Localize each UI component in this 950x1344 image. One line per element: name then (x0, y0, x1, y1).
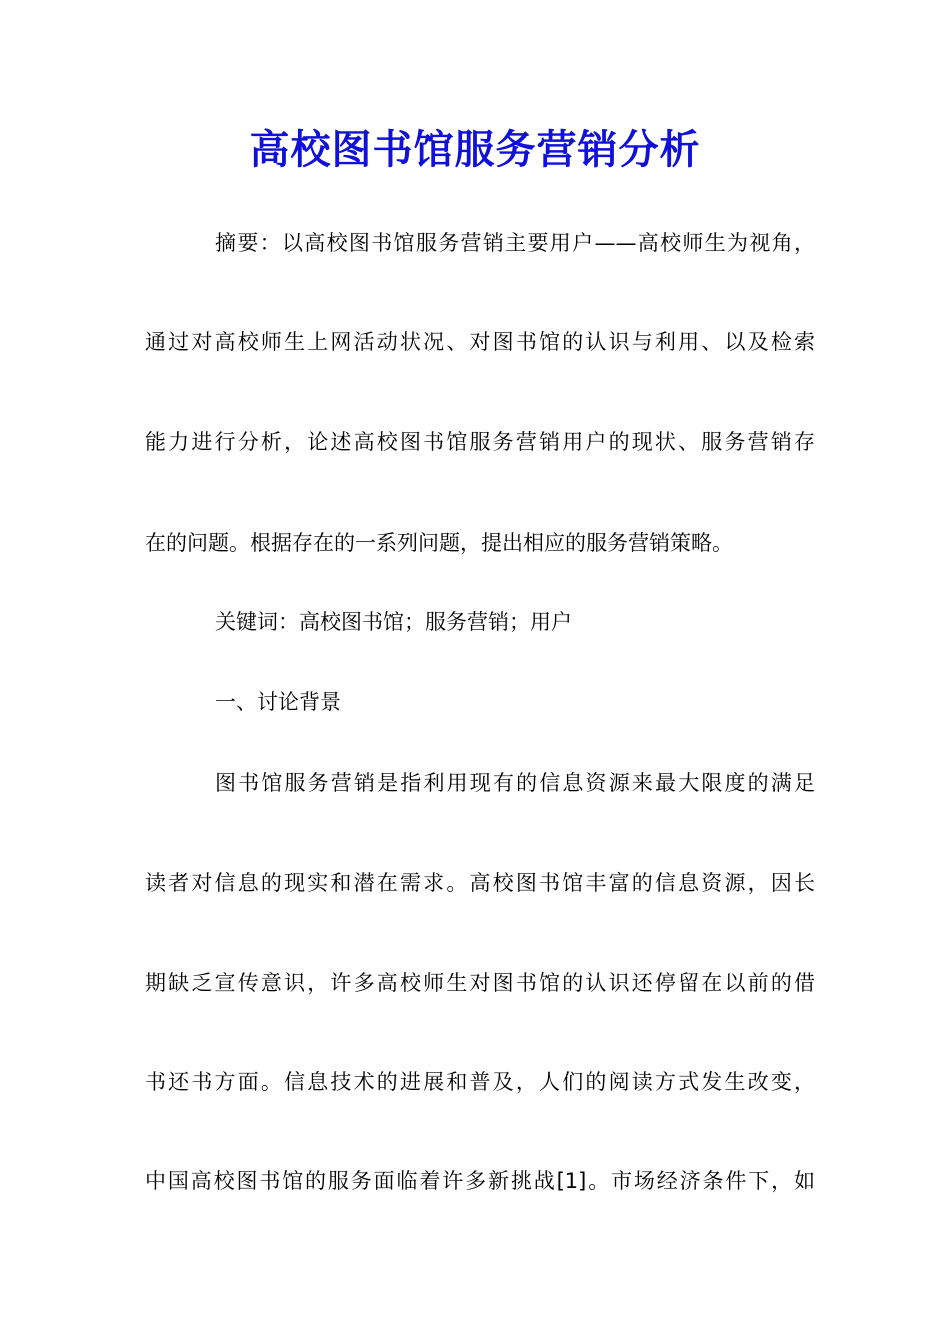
abstract-line-1: 摘要：以高校图书馆服务营销主要用户——高校师生为视角， (215, 231, 815, 255)
abstract-line-2: 通过对高校师生上网活动状况、对图书馆的认识与利用、以及检索 (145, 330, 815, 354)
body-line-5: 中国高校图书馆的服务面临着许多新挑战[1]。市场经济条件下，如 (145, 1169, 815, 1193)
body-line-2: 读者对信息的现实和潜在需求。高校图书馆丰富的信息资源，因长 (145, 871, 815, 895)
section-heading: 一、讨论背景 (215, 690, 341, 714)
body-line-3: 期缺乏宣传意识，许多高校师生对图书馆的认识还停留在以前的借 (145, 971, 815, 995)
document-title: 高校图书馆服务营销分析 (249, 126, 701, 173)
body-line-4: 书还书方面。信息技术的进展和普及，人们的阅读方式发生改变， (145, 1070, 815, 1094)
body-line-1: 图书馆服务营销是指利用现有的信息资源来最大限度的满足 (215, 771, 815, 795)
abstract-line-4: 在的问题。根据存在的一系列问题，提出相应的服务营销策略。 (145, 531, 733, 555)
abstract-line-3: 能力进行分析，论述高校图书馆服务营销用户的现状、服务营销存 (145, 430, 815, 454)
keywords-line: 关键词：高校图书馆；服务营销；用户 (215, 610, 572, 634)
